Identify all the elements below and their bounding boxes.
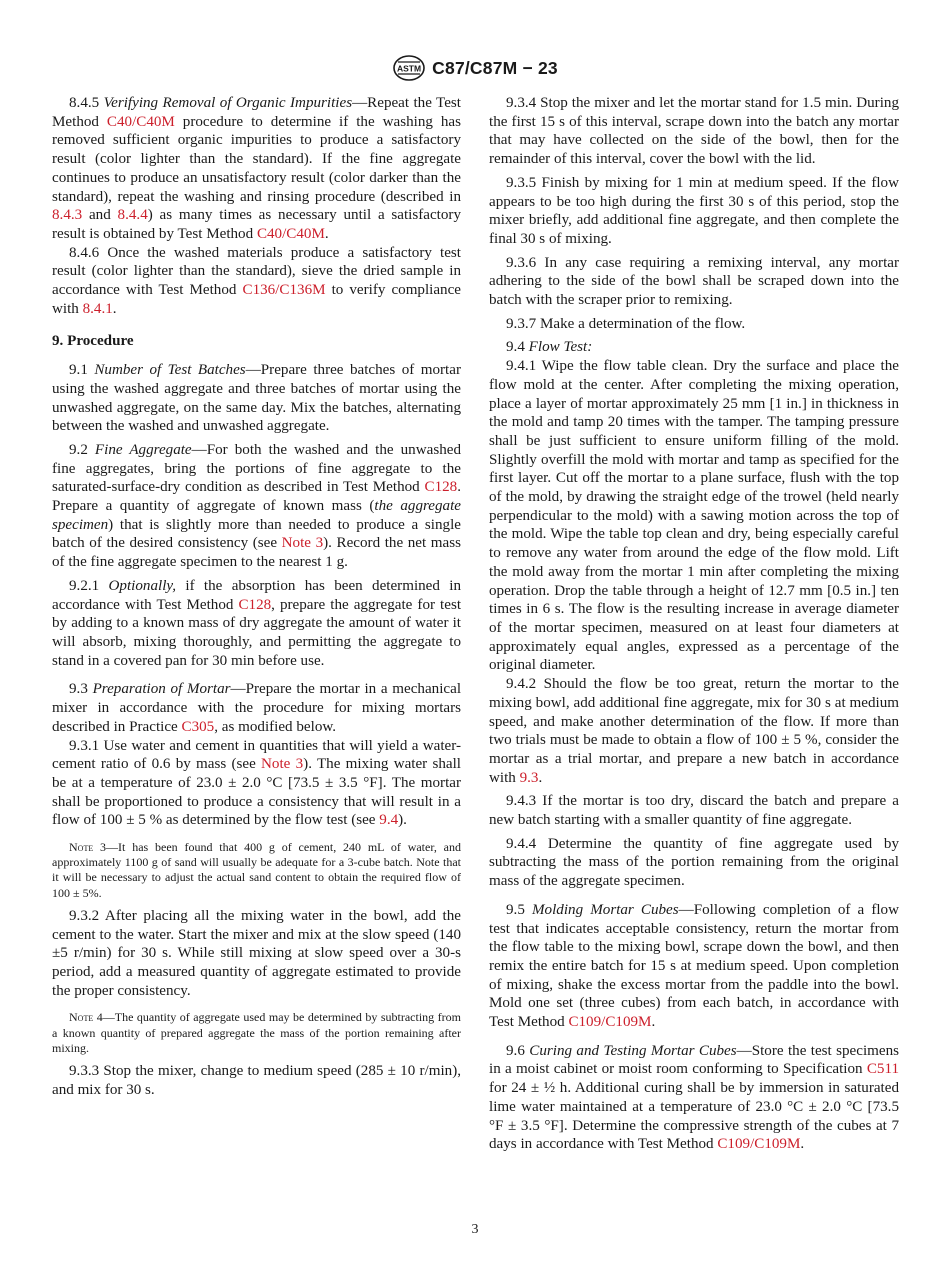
svg-text:ASTM: ASTM xyxy=(397,63,422,74)
ref-note-3-link[interactable]: Note 3 xyxy=(281,535,324,552)
ref-c128-link[interactable]: C128 xyxy=(238,596,272,613)
para-9-1: 9.1 Number of Test Batches—Prepare three batches of mortar using the washed aggregate and three batches of mortar using the unwashed aggregate, on the same day. Mix the batches, alternating between the washed and unwashed aggregate. xyxy=(52,362,461,435)
ref-c40-link[interactable]: C40/C40M xyxy=(106,113,175,130)
astm-logo-icon xyxy=(392,54,426,82)
para-9-3-5: 9.3.5 Finish by mixing for 1 min at medium speed. If the flow appears to be too high during the first 30 s of this period, stop the mixer briefly, add additional fine aggregate, and then complete the final 30 s of mixing. xyxy=(489,174,899,247)
left-column xyxy=(52,94,461,1099)
para-9-3: 9.3 Preparation of Mortar—Prepare the mortar in a mechanical mixer in accordance with the procedure for mixing mortars described in Practice C305, as modified below. xyxy=(52,681,462,735)
para-9-6: 9.6 Curing and Testing Mortar Cubes—Store the test specimens in a moist cabinet or moist room conforming to Specification C511 for 24 ± ½ h. Additional curing shall be by immersion in saturated lime water maintained at a temperature of 23.0 °C ± 2.0 °C [73.5 °F ± 3.5 °F]. Determine the compressive strength of the cubes at 7 days in accordance with Test Method C109/C109M. xyxy=(489,1042,899,1153)
ref-c511-link[interactable]: C511 xyxy=(866,1061,899,1078)
right-column xyxy=(489,94,899,1154)
para-9-3-4: 9.3.4 Stop the mixer and let the mortar stand for 1.5 min. During the first 15 s of this interval, scrape down into the batch any mortar that may have collected on the side of the bowl, then for the remainder of this interval, cover the bowl with the lid. xyxy=(489,95,899,168)
page-number: 3 xyxy=(471,1222,479,1237)
page-header xyxy=(0,54,950,82)
para-9-3-7: 9.3.7 Make a determination of the flow. xyxy=(506,315,746,332)
ref-9-4-link[interactable]: 9.4 xyxy=(379,812,399,829)
ref-c40-link[interactable]: C40/C40M xyxy=(256,225,325,242)
ref-note-3-link[interactable]: Note 3 xyxy=(261,756,304,773)
para-9-3-2: 9.3.2 After placing all the mixing water in the bowl, add the cement to the water. Start the mixer and mix at the slow speed (140 ±5 r/min) for 30 s. While still mixing at slow speed over a 30-s period, add a measured quantity of aggregate estimated to provide the proper consistency. xyxy=(52,907,461,999)
para-8-4-6: 8.4.6 Once the washed materials produce a satisfactory test result (color lighter than the standard), sieve the dried sample in accordance with Test Method C136/C136M to verify compliance with 8.4.1. xyxy=(52,244,462,317)
para-9-2: 9.2 Fine Aggregate—For both the washed and the unwashed fine aggregates, bring the portions of fine aggregate to the saturated-surface-dry condition as described in Test Method C128. Prepare a quantity of aggregate of known mass (the aggregate specimen) that is slightly more than needed to produce a single batch of the desired consistency (see Note 3). Record the net mass of the fine aggregate specimen to the nearest 1 g. xyxy=(52,441,461,571)
ref-c305-link[interactable]: C305 xyxy=(181,718,215,735)
para-9-3-3: 9.3.3 Stop the mixer, change to medium speed (285 ± 10 r/min), and mix for 30 s. xyxy=(52,1062,461,1098)
para-9-2-1: 9.2.1 Optionally, if the absorption has been determined in accordance with Test Method C128, prepare the aggregate for test by adding to a known mass of dry aggregate the amount of water it will absorb, mixing thoroughly, and permitting the aggregate to stand in a covered pan for 30 min before use. xyxy=(52,577,462,669)
ref-8-4-4-link[interactable]: 8.4.4 xyxy=(117,207,148,224)
para-9-4: 9.4 Flow Test: xyxy=(506,339,593,356)
ref-8-4-1-link[interactable]: 8.4.1 xyxy=(82,300,113,317)
para-8-4-5: 8.4.5 Verifying Removal of Organic Impurities—Repeat the Test Method C40/C40M procedure to determine if the washing has removed sufficient organic impurities to produce a satisfactory result (color lighter than the standard). If the fine aggregate continues to produce an unsatisfactory result (color darker than the standard), repeat the washing and rinsing procedure (described in 8.4.3 and 8.4.4) as many times as necessary until a satisfactory result is obtained by Test Method C40/C40M. xyxy=(52,95,461,242)
ref-c136-link[interactable]: C136/C136M xyxy=(242,282,326,299)
ref-8-4-3-link[interactable]: 8.4.3 xyxy=(52,207,83,224)
section-heading-procedure: 9. Procedure xyxy=(52,333,134,350)
para-9-4-3: 9.4.3 If the mortar is too dry, discard the batch and prepare a new batch starting with a smaller quantity of fine aggregate. xyxy=(489,793,899,829)
ref-c109-link[interactable]: C109/C109M xyxy=(717,1136,801,1153)
para-9-3-1: 9.3.1 Use water and cement in quantities that will yield a water-cement ratio of 0.6 by mass (see Note 3). The mixing water shall be at a temperature of 23.0 ± 2.0 °C [73.5 ± 3.5 °F]. The mortar shall be proportioned to produce a consistency that will result in a flow of 100 ± 5 % as determined by the flow test (see 9.4). xyxy=(52,737,461,829)
para-9-4-1: 9.4.1 Wipe the flow table clean. Dry the surface and place the flow mold at the center. After completing the mixing operation, place a layer of mortar approximately 25 mm [1 in.] in thickness in the mold and tamp 20 times with the tamper. The tamping pressure shall be just sufficient to ensure uniform filling of the mold. Slightly overfill the mold with mortar and tamp as specified for the first layer. Cut off the mortar to a plane surface, flush with the top of the mold, by drawing the straight edge of the trowel (held nearly perpendicular to the mold) with a sawing motion across the top of the mold. Wipe the table top clean and dry, being especially careful to remove any water from around the edge of the flow mold. Lift the mold away from the mortar 1 min after completing the mixing operation. Drop the table through a height of 12.7 mm [0.5 in.] ten times in 6 s. The flow is the resulting increase in average diameter of the mortar specimen, measured on at least four diameters at approximately equal angles, expressed as a percentage of the original diameter. xyxy=(489,358,899,674)
ref-c109-link[interactable]: C109/C109M xyxy=(568,1014,652,1031)
para-9-3-6: 9.3.6 In any case requiring a remixing interval, any mortar adhering to the side of the bowl shall be scraped down into the batch with the scraper prior to remixing. xyxy=(489,254,899,309)
ref-9-3-link[interactable]: 9.3 xyxy=(519,769,539,786)
note-4: Note 4—The quantity of aggregate used may be determined by subtracting from a known quantity of prepared aggregate the mass of the portion remaining after mixing. xyxy=(52,1010,461,1055)
para-9-4-2: 9.4.2 Should the flow be too great, return the mortar to the mixing bowl, add additional fine aggregate, mix for 30 s at medium speed, and make another determination of the flow. If more than two trials must be made to obtain a flow of 100 ± 5 %, consider the mortar as a trial mortar, and prepare a new batch in accordance with 9.3. xyxy=(489,676,899,786)
para-9-5: 9.5 Molding Mortar Cubes—Following completion of a flow test that indicates acceptable consistency, return the mortar from the flow table to the mixing bowl, scrape down the bowl, and then remix the entire batch for 15 s at medium speed. Upon completion of mixing, shake the excess mortar from the paddle into the bowl. Mold one set (three cubes) from each batch, in accordance with Test Method C109/C109M. xyxy=(489,901,899,1031)
para-9-4-4: 9.4.4 Determine the quantity of fine aggregate used by subtracting the mass of the portion remaining from the original mass of the aggregate specimen. xyxy=(489,835,899,890)
document-designation: C87/C87M − 23 xyxy=(432,57,558,78)
ref-c128-link[interactable]: C128 xyxy=(424,479,458,496)
note-3: Note 3—It has been found that 400 g of cement, 240 mL of water, and approximately 1100 g of sand will usually be adequate for a 3-cube batch. Note that it will be necessary to adjust the actual sand content to obtain the required flow of 100 ± 5%. xyxy=(52,840,462,900)
